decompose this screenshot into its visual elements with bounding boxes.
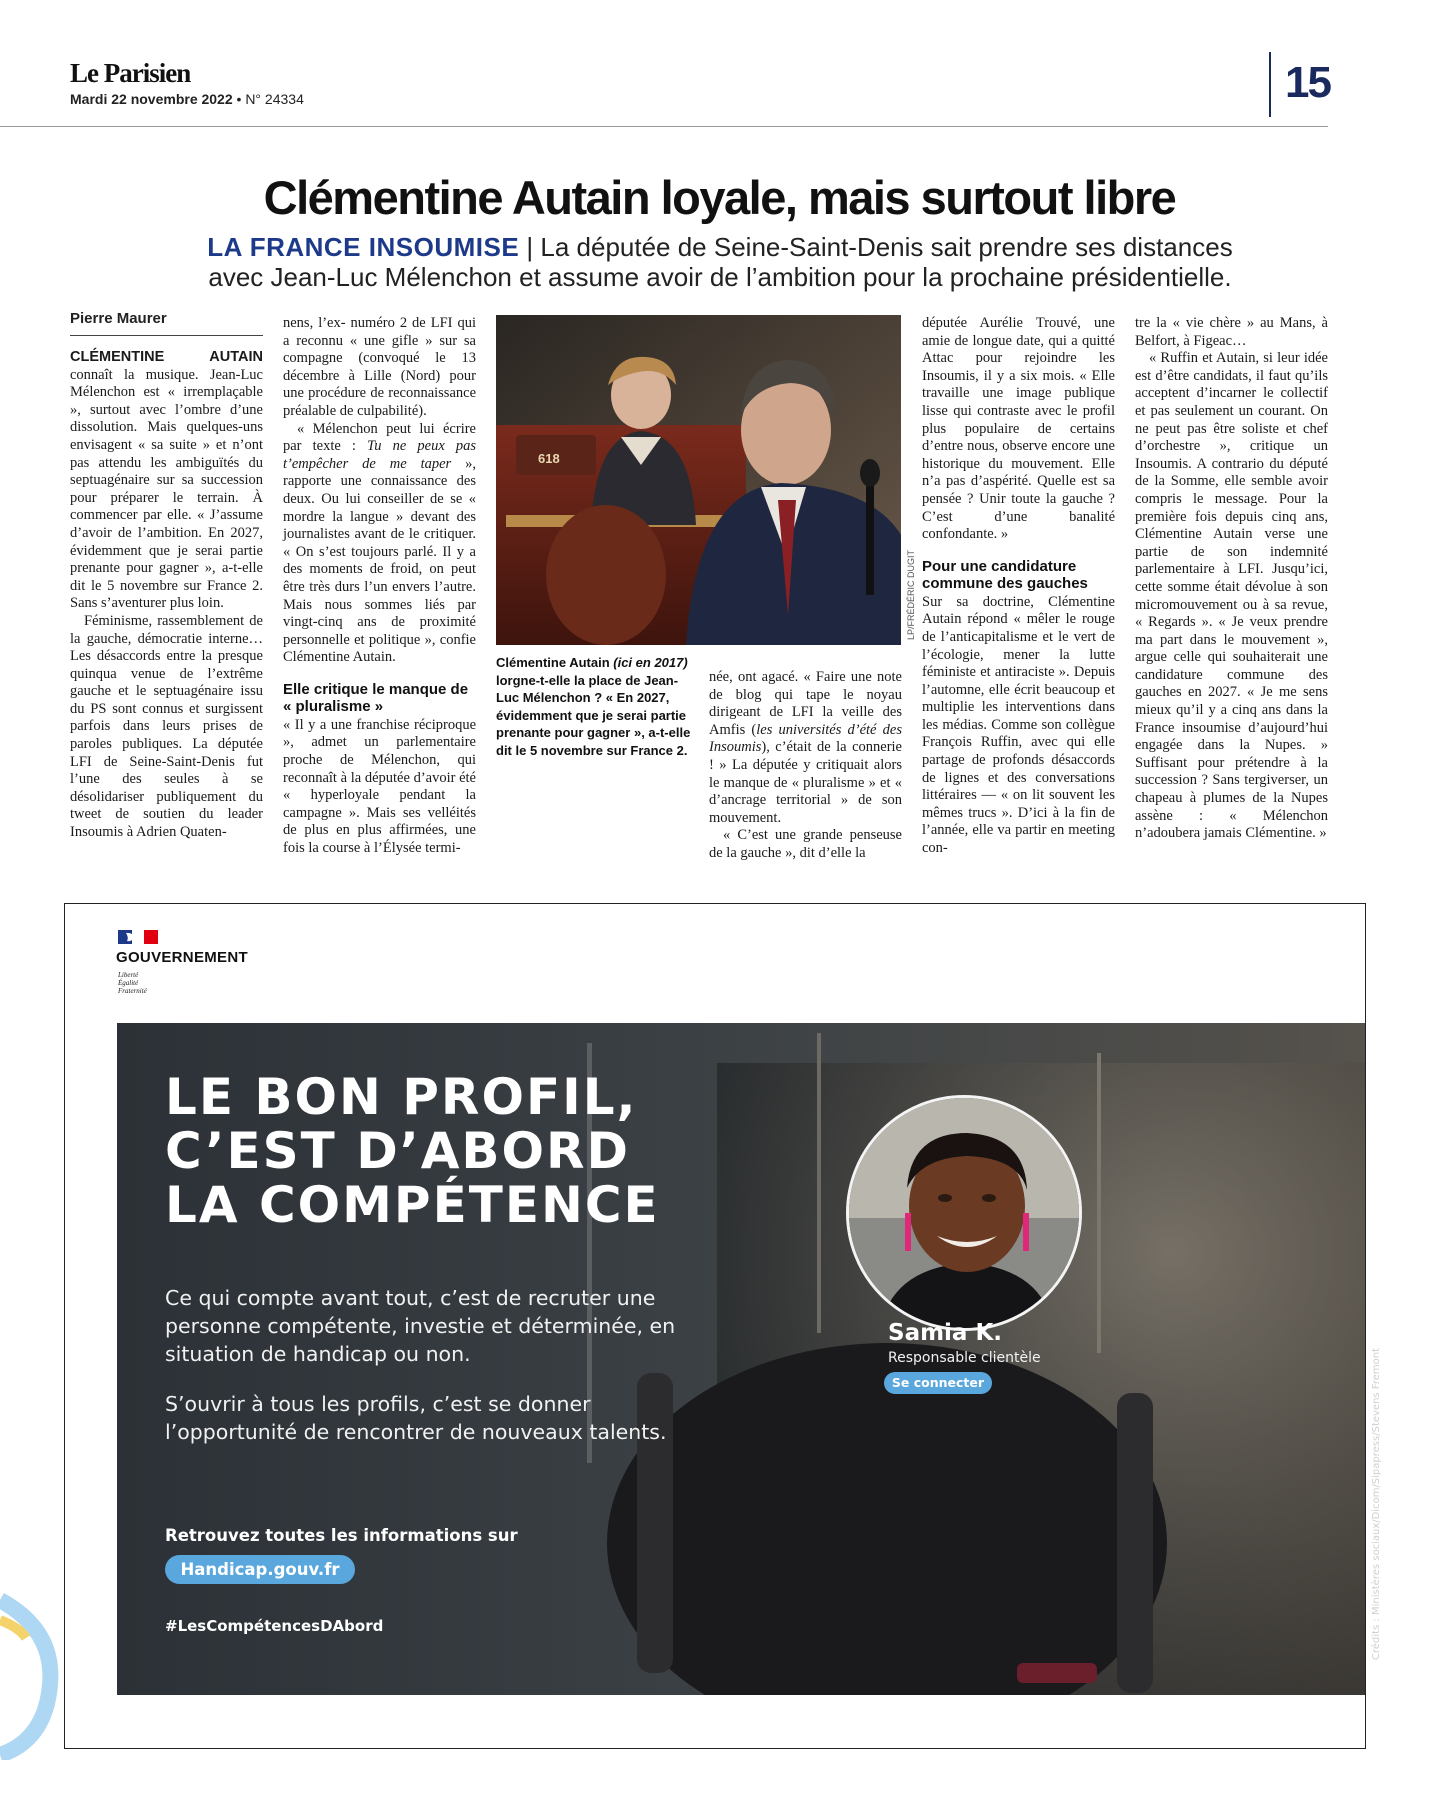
- article-column-2: [283, 315, 476, 858]
- section-kicker: LA FRANCE INSOUMISE: [207, 232, 520, 262]
- quote-italic: Tu ne peux pas t’empêcher de me taper: [283, 438, 476, 472]
- byline-rule: [70, 335, 263, 336]
- paragraph-italic: les universités d’été des Insoumis: [709, 721, 902, 756]
- paragraph: [709, 669, 902, 827]
- page-number-divider: [1269, 52, 1271, 117]
- paragraph-text: », rapporte une connaissance des deux. Ou lui conseiller de se « mordre la langue » devant des journalistes avant de le critiquer. « On s’est toujours parlé. Il y a des moments de froid, on peut être très durs l’un envers l’autre. Mais nous sommes liés par vingt-cinq ans de proximité personnelle et politique », confie Clémentine Autain.: [283, 455, 477, 666]
- portrait-illustration: [849, 1098, 1082, 1331]
- motto-line: Liberté: [118, 971, 139, 979]
- caption-name: Clémentine Autain: [496, 655, 614, 670]
- government-motto: [118, 971, 147, 995]
- header-rule: [0, 126, 1328, 127]
- paragraph: [70, 349, 263, 613]
- photo-caption: [496, 654, 696, 759]
- author-byline: Pierre Maurer: [70, 310, 167, 327]
- section-subhead: Elle critique le manque de « pluralisme »: [283, 680, 469, 715]
- paragraph-text: ), c’était de la connerie ! » La députée y critiquait alors le manque de « pluralisme » et « d’ancrage territorial » de son mouvement.: [709, 739, 902, 826]
- ad-hashtag: #LesCompétencesDAbord: [165, 1617, 384, 1635]
- motto-line: Égalité: [118, 979, 139, 987]
- paragraph: nens, l’ex- numéro 2 de LFI qui a reconnu « une gifle » sur sa compagne (convoqué le 13 décembre à Lille (Nord) pour une procédure de reconnaissance préalable de culpabilité).: [283, 315, 476, 419]
- article-photo: [496, 315, 901, 645]
- photo-illustration: [496, 315, 901, 645]
- ad-body-text: Ce qui compte avant tout, c’est de recruter une personne compétente, investie et déterminée, en situation de handicap ou non.: [165, 1286, 676, 1366]
- article-column-3: [709, 669, 902, 863]
- ad-headline-line: LA COMPÉTENCE: [165, 1176, 660, 1234]
- subhead-line-2: avec Jean-Luc Mélenchon et assume avoir de l’ambition pour la prochaine présidentielle.: [208, 262, 1232, 292]
- paragraph: « Il y a une franchise réciproque », admet un parlementaire proche de Mélenchon, qui reconnaît à la députée d’avoir été « hyperloyale pendant la campagne ». Mais ses velléités de plus en plus affirmées, une fois la course à l’Élysée termi-: [283, 716, 476, 857]
- article-headline: Clémentine Autain loyale, mais surtout libre: [263, 171, 1176, 224]
- paragraph-text: « Mélenchon peut lui écrire par texte :: [283, 420, 476, 455]
- ad-headline-line: LE BON PROFIL,: [165, 1068, 638, 1126]
- article-column-5: [1135, 315, 1328, 843]
- ad-body-text: S’ouvrir à tous les profils, c’est se donner l’opportunité de rencontrer de nouveaux talents.: [165, 1392, 667, 1444]
- marianne-flag-icon: [118, 930, 158, 944]
- portrait-photo: [846, 1095, 1082, 1331]
- motto-line: Fraternité: [118, 987, 147, 995]
- paragraph-text: née, ont agacé. « Faire une note de blog qui tape le noyau dirigeant de LFI la veille des Amfis (: [709, 669, 902, 738]
- paragraph: « Ruffin et Autain, si leur idée est d’être candidats, il faut qu’ils acceptent d’incarner le collectif et pas seulement un courant. On ne peut pas être soliste et chef d’orchestre », critique un Insoumis. A contrario du député de la Somme, elle semble avoir compris le message. Pour la première fois depuis cinq ans, Clémentine Autain verse une partie de son indemnité parlementaire à LFI. Jusqu’ici, cette somme était dévolue à son micromouvement ou à sa revue, « Regards ». « Je veux prendre ma part dans le mouvement », argue celle qui souhaiterait une candidature commune des gauches en 2027. « Je me sens mieux qu’il y a cinq ans dans la France insoumise d’aujourd’hui engagée dans la Nupes. » Suffisant pour prétendre à la succession ? Sans tergiverser, un chapeau à plumes de la Nupes assène : « Mélenchon n’adoubera jamais Clémentine. »: [1135, 350, 1328, 842]
- subhead-line-1: La députée de Seine-Saint-Denis sait prendre ses distances: [540, 232, 1233, 262]
- page-number: 15: [1285, 58, 1330, 107]
- article-subhead: [140, 232, 1300, 292]
- paragraph: [283, 421, 476, 667]
- paragraph: Féminisme, rassemblement de la gauche, démocratie interne… Les désaccords entre la presque quinqua venue de l’extrême gauche et le septuagénaire issu du PS sont connus et surgissent parfois dans leurs prises de paroles publiques. La députée LFI de Seine-Saint-Denis fut l’une des seules à se désolidariser publiquement du tweet de soutien du leader Insoumis à Adrien Quaten-: [70, 612, 263, 841]
- paragraph: tre la « vie chère » au Mans, à Belfort, à Figeac…: [1135, 315, 1328, 349]
- photo-credit: LP/FRÉDÉRIC DUGIT: [906, 549, 916, 640]
- lead-in: CLÉMENTINE AUTAIN: [70, 349, 263, 365]
- caption-italic: (ici en 2017): [613, 655, 688, 670]
- testimonial-name: Samia K.: [888, 1320, 1003, 1346]
- ad-headline-line: C’EST D’ABORD: [165, 1122, 631, 1180]
- handicap-gouv-link[interactable]: Handicap.gouv.fr: [165, 1555, 355, 1584]
- testimonial-role: Responsable clientèle: [888, 1350, 1041, 1366]
- article-column-4: [922, 315, 1115, 858]
- paragraph: députée Aurélie Trouvé, une amie de longue date, qui a quitté Attac pour rejoindre les Insoumis, il y a six mois. « Elle travaille une image publique lisse qui contraste avec le profil plus populaire de certains d’entre nous, observe encore une historique du mouvement. Elle n’a pas d’aspérité. Quelle est sa pensée ? Unir toute la gauche ? C’est d’une banalité confondante. »: [922, 315, 1115, 543]
- section-subhead: Pour une candidature commune des gauches: [922, 557, 1088, 592]
- issue-number: • N° 24334: [236, 91, 304, 107]
- decorative-arc: [0, 1590, 60, 1760]
- date-text: Mardi 22 novembre 2022: [70, 91, 233, 107]
- paragraph: Sur sa doctrine, Clémentine Autain répond « mêler le rouge de l’anticapitalisme et le vert de l’écologie, mener la lutte féministe et antiraciste ». Depuis l’automne, elle écrit beaucoup et multiplie les interventions dans les médias. Comme son collègue François Ruffin, avec qui elle partage de profonds désaccords de lignes et des conversations littéraires — « on lit souvent les mêmes trucs ». D’ici à la fin de l’année, elle va partir en meeting con-: [922, 593, 1115, 857]
- issue-date: [70, 91, 304, 107]
- kicker-separator: |: [519, 232, 541, 262]
- article-column-1: [70, 349, 263, 842]
- government-name: GOUVERNEMENT: [116, 949, 248, 966]
- paragraph: « C’est une grande penseuse de la gauche », dit d’elle la: [709, 827, 902, 861]
- ad-credit: Crédits : Ministères sociaux/Dicom/Sipapress/Stevens Fremont: [1371, 1348, 1382, 1660]
- paragraph-text: connaît la musique. Jean-Luc Mélenchon est « irremplaçable », surtout avec l’ombre d’une dissolution. Mais quelques-uns envisagent « sa suite » et n’ont pas attendu les ambiguïtés du septuagénaire sur sa succession pour préparer le terrain. À commencer par elle. « J’assume d’avoir de l’ambition. En 2027, évidemment que je serai partie prenante pour gagner », a-t-elle dit le 5 novembre sur France 2. Sans s’aventurer plus loin.: [70, 366, 263, 612]
- caption-text: lorgne-t-elle la place de Jean-Luc Mélenchon ? « En 2027, évidemment que je serai partie prenante pour gagner », a-t-elle dit le 5 novembre sur France 2.: [496, 672, 691, 758]
- ad-info-text: Retrouvez toutes les informations sur: [165, 1526, 518, 1545]
- newspaper-logo: Le Parisien: [70, 58, 191, 88]
- seat-number: 618: [538, 451, 560, 466]
- connect-button[interactable]: Se connecter: [884, 1372, 992, 1394]
- ad-headline: [165, 1070, 660, 1232]
